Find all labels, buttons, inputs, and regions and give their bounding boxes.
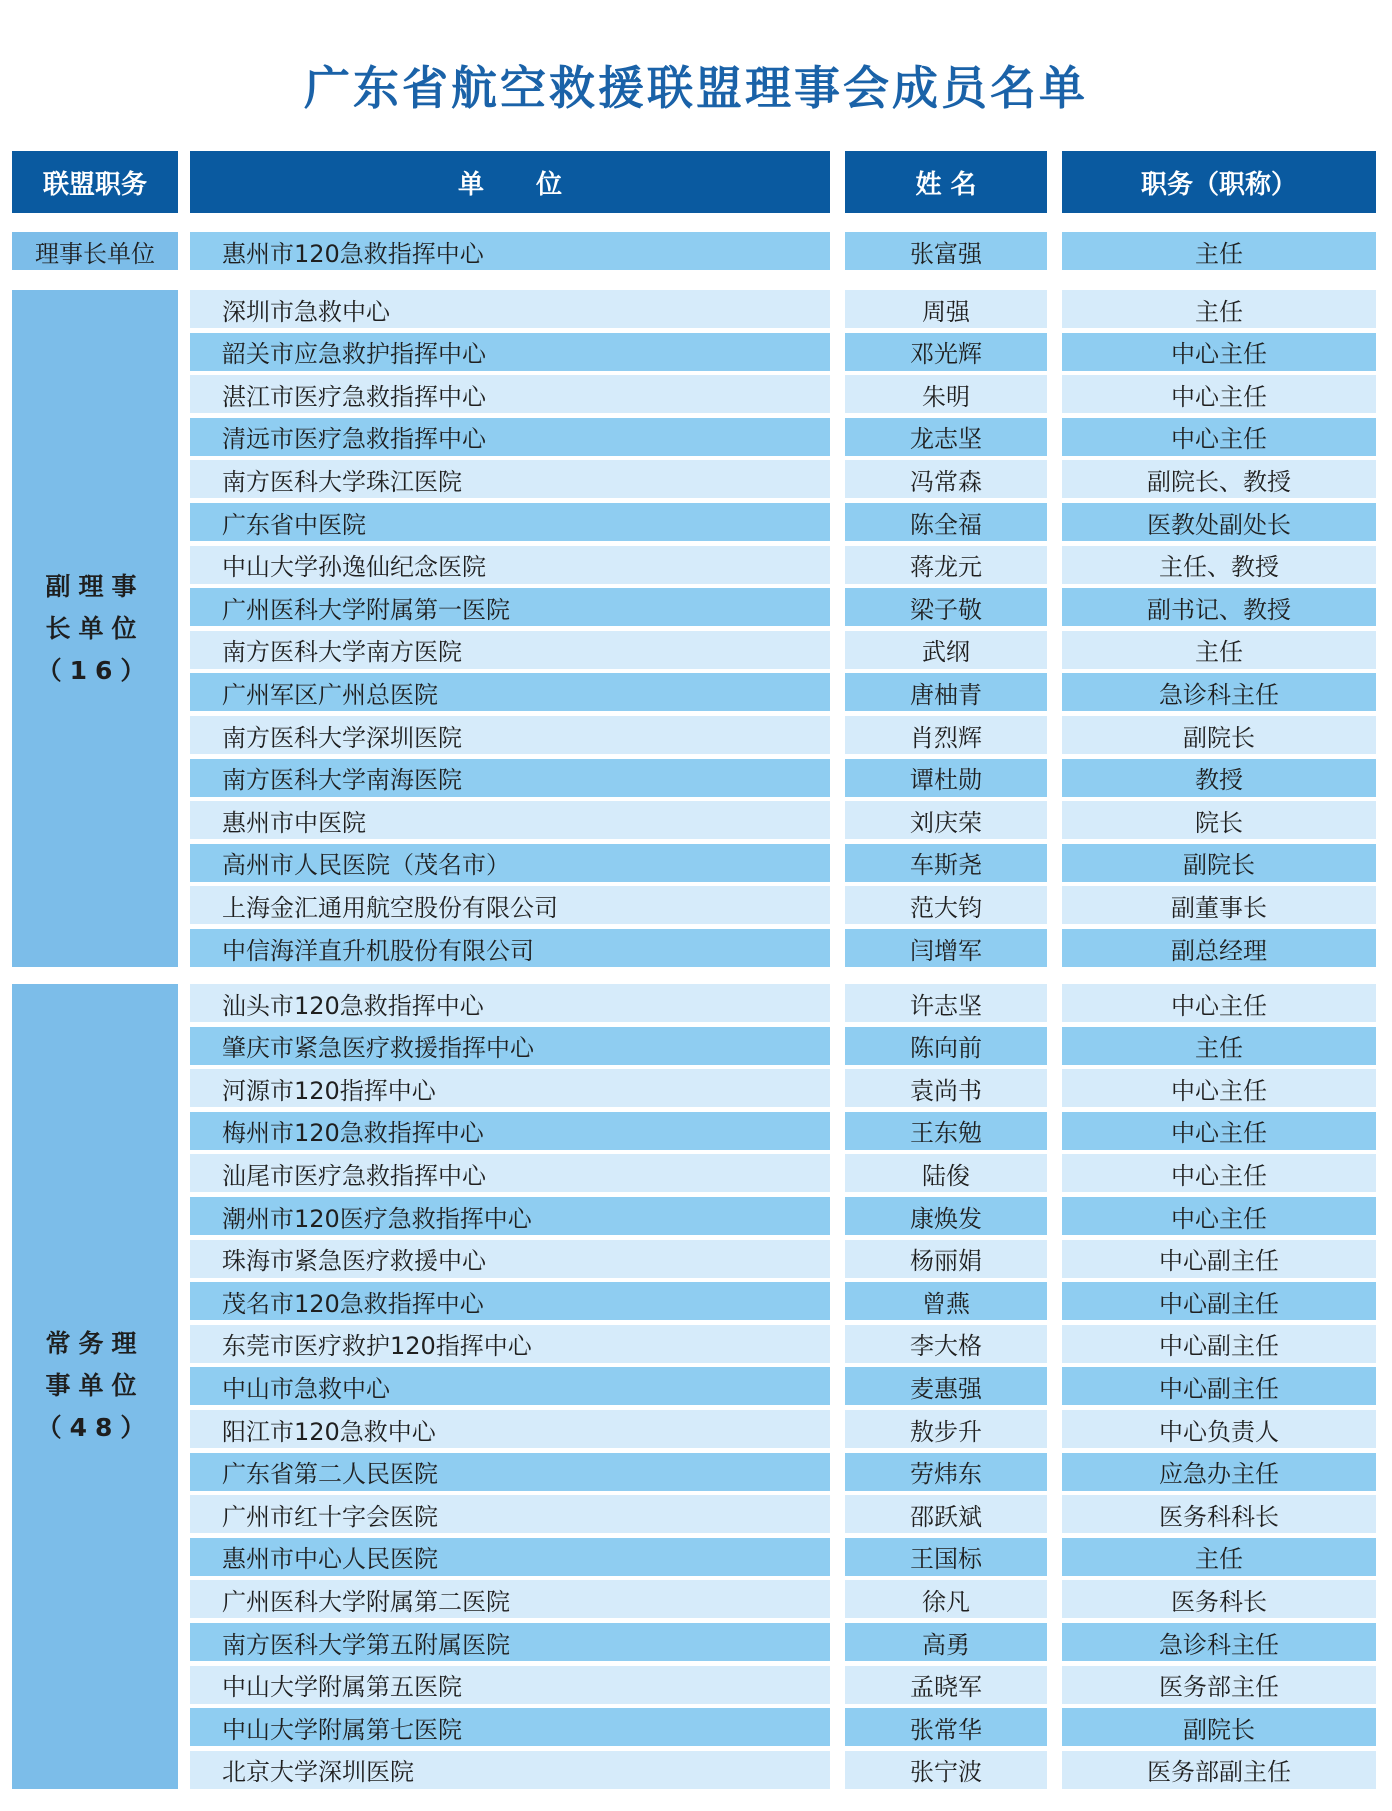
unit-cell: 南方医科大学深圳医院 [190,716,830,754]
page-title: 广东省航空救援联盟理事会成员名单 [304,61,1088,115]
position-cell: 副董事长 [1062,886,1376,924]
name-cell: 袁尚书 [845,1069,1047,1107]
name-cell: 唐柚青 [845,673,1047,711]
name-cell: 王东勉 [845,1112,1047,1150]
position-cell: 中心主任 [1062,1112,1376,1150]
position-cell: 医务部主任 [1062,1666,1376,1704]
name-cell: 许志坚 [845,984,1047,1022]
category-cell: 理事长单位 [12,232,178,270]
name-cell: 冯常森 [845,460,1047,498]
unit-cell: 广东省中医院 [190,503,830,541]
position-cell: 副院长、教授 [1062,460,1376,498]
position-cell: 院长 [1062,801,1376,839]
unit-cell: 阳江市120急救中心 [190,1410,830,1448]
unit-cell: 潮州市120医疗急救指挥中心 [190,1197,830,1235]
position-cell: 医务科长 [1062,1580,1376,1618]
name-cell: 刘庆荣 [845,801,1047,839]
unit-cell: 高州市人民医院（茂名市） [190,844,830,882]
name-cell: 范大钧 [845,886,1047,924]
name-cell: 康焕发 [845,1197,1047,1235]
position-cell: 中心副主任 [1062,1240,1376,1278]
unit-cell: 河源市120指挥中心 [190,1069,830,1107]
position-cell: 急诊科主任 [1062,1623,1376,1661]
unit-cell: 广州医科大学附属第一医院 [190,588,830,626]
unit-cell: 惠州市中医院 [190,801,830,839]
unit-cell: 惠州市120急救指挥中心 [190,232,830,270]
position-cell: 急诊科主任 [1062,673,1376,711]
name-cell: 邵跃斌 [845,1495,1047,1533]
unit-cell: 南方医科大学南海医院 [190,759,830,797]
name-cell: 龙志坚 [845,418,1047,456]
position-cell: 副院长 [1062,1708,1376,1746]
name-cell: 陆俊 [845,1154,1047,1192]
unit-cell: 茂名市120急救指挥中心 [190,1282,830,1320]
name-cell: 杨丽娟 [845,1240,1047,1278]
unit-cell: 惠州市中心人民医院 [190,1538,830,1576]
category-cell: 副理事 长单位 （16） [12,290,178,967]
position-cell: 中心副主任 [1062,1282,1376,1320]
position-cell: 中心主任 [1062,1069,1376,1107]
name-cell: 蒋龙元 [845,546,1047,584]
unit-cell: 南方医科大学珠江医院 [190,460,830,498]
name-cell: 周强 [845,290,1047,328]
unit-cell: 中山大学附属第七医院 [190,1708,830,1746]
name-cell: 劳炜东 [845,1453,1047,1491]
position-cell: 副院长 [1062,844,1376,882]
position-cell: 应急办主任 [1062,1453,1376,1491]
name-cell: 车斯尧 [845,844,1047,882]
position-cell: 中心副主任 [1062,1325,1376,1363]
name-cell: 孟晓军 [845,1666,1047,1704]
name-cell: 肖烈辉 [845,716,1047,754]
unit-cell: 上海金汇通用航空股份有限公司 [190,886,830,924]
header-unit: 单 位 [190,151,830,213]
position-cell: 教授 [1062,759,1376,797]
unit-cell: 广州市红十字会医院 [190,1495,830,1533]
name-cell: 曾燕 [845,1282,1047,1320]
name-cell: 梁子敬 [845,588,1047,626]
position-cell: 副院长 [1062,716,1376,754]
name-cell: 陈全福 [845,503,1047,541]
unit-cell: 南方医科大学第五附属医院 [190,1623,830,1661]
unit-cell: 汕头市120急救指挥中心 [190,984,830,1022]
unit-cell: 韶关市应急救护指挥中心 [190,333,830,371]
position-cell: 主任 [1062,290,1376,328]
position-cell: 副书记、教授 [1062,588,1376,626]
unit-cell: 广东省第二人民医院 [190,1453,830,1491]
unit-cell: 珠海市紧急医疗救援中心 [190,1240,830,1278]
name-cell: 张富强 [845,232,1047,270]
unit-cell: 中山大学孙逸仙纪念医院 [190,546,830,584]
position-cell: 中心主任 [1062,333,1376,371]
header-name: 姓 名 [845,151,1047,213]
unit-cell: 清远市医疗急救指挥中心 [190,418,830,456]
unit-cell: 中山大学附属第五医院 [190,1666,830,1704]
name-cell: 徐凡 [845,1580,1047,1618]
unit-cell: 北京大学深圳医院 [190,1751,830,1789]
position-cell: 中心主任 [1062,984,1376,1022]
position-cell: 中心副主任 [1062,1367,1376,1405]
unit-cell: 中信海洋直升机股份有限公司 [190,929,830,967]
name-cell: 张常华 [845,1708,1047,1746]
unit-cell: 肇庆市紧急医疗救援指挥中心 [190,1027,830,1065]
name-cell: 高勇 [845,1623,1047,1661]
position-cell: 中心主任 [1062,1154,1376,1192]
name-cell: 陈向前 [845,1027,1047,1065]
name-cell: 李大格 [845,1325,1047,1363]
name-cell: 谭杜勋 [845,759,1047,797]
header-role: 联盟职务 [12,151,178,213]
position-cell: 主任 [1062,1027,1376,1065]
position-cell: 医务科科长 [1062,1495,1376,1533]
position-cell: 主任 [1062,1538,1376,1576]
unit-cell: 广州军区广州总医院 [190,673,830,711]
name-cell: 王国标 [845,1538,1047,1576]
unit-cell: 汕尾市医疗急救指挥中心 [190,1154,830,1192]
position-cell: 中心主任 [1062,375,1376,413]
position-cell: 医教处副处长 [1062,503,1376,541]
unit-cell: 中山市急救中心 [190,1367,830,1405]
position-cell: 主任 [1062,631,1376,669]
name-cell: 闫增军 [845,929,1047,967]
name-cell: 朱明 [845,375,1047,413]
name-cell: 张宁波 [845,1751,1047,1789]
unit-cell: 东莞市医疗救护120指挥中心 [190,1325,830,1363]
position-cell: 主任 [1062,232,1376,270]
unit-cell: 广州医科大学附属第二医院 [190,1580,830,1618]
header-position: 职务（职称） [1062,151,1376,213]
name-cell: 敖步升 [845,1410,1047,1448]
unit-cell: 深圳市急救中心 [190,290,830,328]
name-cell: 麦惠强 [845,1367,1047,1405]
position-cell: 中心负责人 [1062,1410,1376,1448]
unit-cell: 南方医科大学南方医院 [190,631,830,669]
unit-cell: 梅州市120急救指挥中心 [190,1112,830,1150]
unit-cell: 湛江市医疗急救指挥中心 [190,375,830,413]
position-cell: 中心主任 [1062,1197,1376,1235]
category-cell: 常务理 事单位 （48） [12,984,178,1789]
position-cell: 医务部副主任 [1062,1751,1376,1789]
position-cell: 副总经理 [1062,929,1376,967]
position-cell: 中心主任 [1062,418,1376,456]
position-cell: 主任、教授 [1062,546,1376,584]
name-cell: 邓光辉 [845,333,1047,371]
name-cell: 武纲 [845,631,1047,669]
